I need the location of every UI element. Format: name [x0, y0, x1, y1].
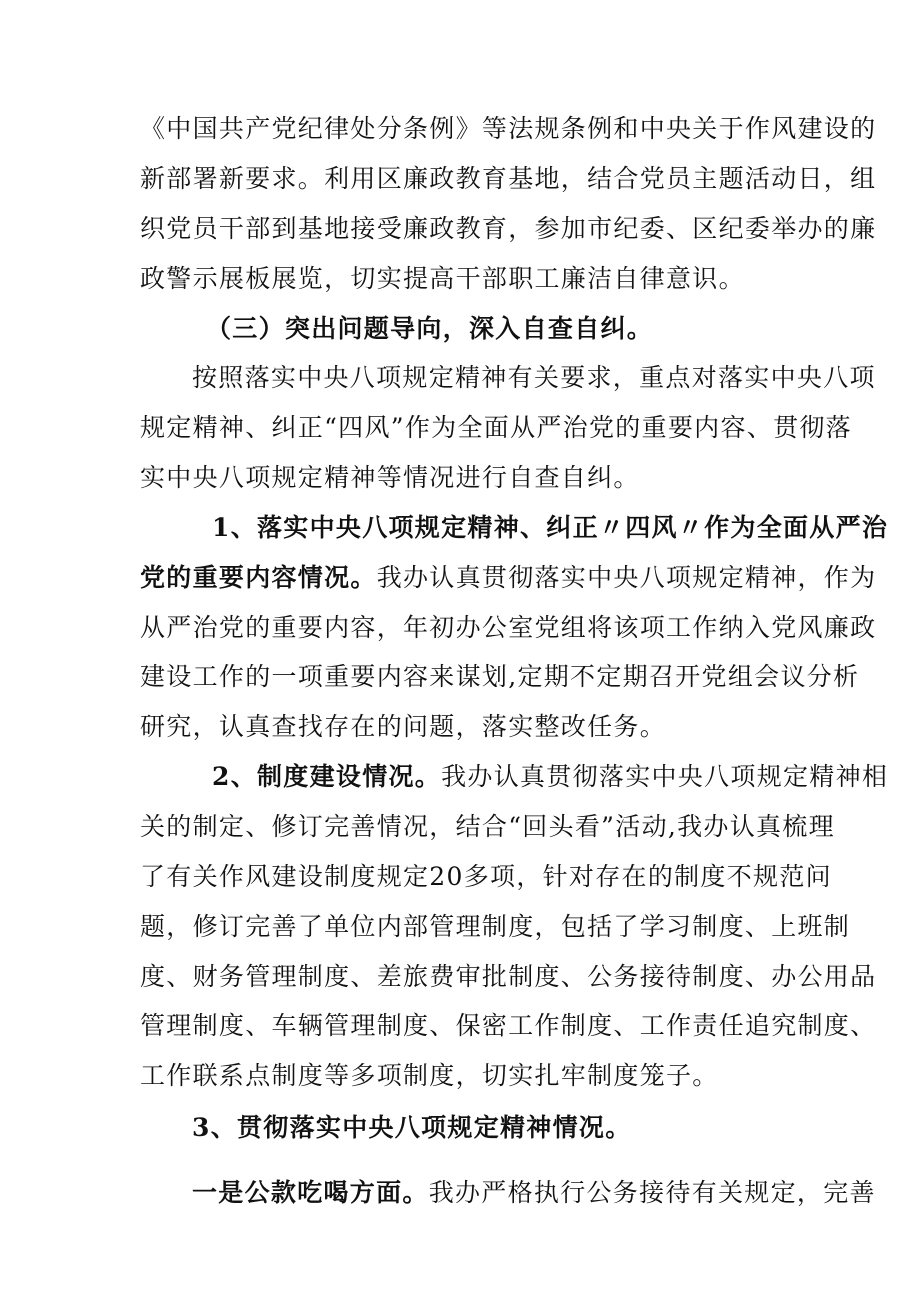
item1-heading-line-1: 1、落实中央八项规定精神、纠正〃四风〃作为全面从严治: [212, 513, 889, 542]
item2-line-6: 管理制度、车辆管理制度、保密工作制度、工作责任追究制度、: [140, 1011, 877, 1040]
item1-text-line-2: 我办认真贯彻落实中央八项规定精神，作为: [376, 563, 877, 592]
item2-line-7: 工作联系点制度等多项制度，切实扎牢制度笼子。: [140, 1061, 719, 1090]
item3-sub1-line: [192, 1176, 876, 1210]
item1-line-2: [140, 561, 877, 595]
item3-sub1-text: 我办严格执行公务接待有关规定，完善: [428, 1178, 876, 1207]
item3-sub1-heading: 一是公款吃喝方面。: [192, 1178, 429, 1207]
item1-line-4: 建设工作的一项重要内容来谋划,定期不定期召开党组会议分析: [140, 662, 860, 691]
item2-line-4: 题，修订完善了单位内部管理制度，包括了学习制度、上班制: [140, 912, 851, 941]
para1-line-3: 织党员干部到基地接受廉政教育，参加市纪委、区纪委举办的廉: [140, 214, 877, 243]
para2-line-1: 按照落实中央八项规定精神有关要求，重点对落实中央八项: [192, 363, 876, 392]
item1-line-5: 研究，认真查找存在的问题，落实整改任务。: [140, 712, 667, 741]
para2-line-2: 规定精神、纠正“四风”作为全面从严治党的重要内容、贯彻落: [140, 413, 852, 442]
item2-line-3: 了有关作风建设制度规定20多项，针对存在的制度不规范问: [140, 862, 832, 891]
item1-heading-line-2: 党的重要内容情况。: [140, 563, 377, 592]
para1-line-2: 新部署新要求。利用区廉政教育基地，结合党员主题活动日，组: [140, 164, 877, 193]
para2-line-3: 实中央八项规定精神等情况进行自查自纠。: [140, 463, 640, 492]
item1-line-3: 从严治党的重要内容，年初办公室党组将该项工作纳入党风廉政: [140, 613, 877, 642]
item2-text-line-1: 我办认真贯彻落实中央八项规定精神相: [441, 762, 889, 791]
para1-line-4: 政警示展板展览，切实提高干部职工廉洁自律意识。: [140, 264, 745, 293]
item3-heading: 3、贯彻落实中央八项规定精神情况。: [192, 1113, 632, 1142]
item2-heading: 2、制度建设情况。: [212, 762, 442, 791]
para1-line-1: 《中国共产党纪律处分条例》等法规条例和中央关于作风建设的: [140, 114, 877, 143]
item2-line-5: 度、财务管理制度、差旅费审批制度、公务接待制度、办公用品: [140, 962, 877, 991]
item2-line-1: [212, 760, 889, 794]
item2-line-2: 关的制定、修订完善情况，结合“回头看”活动,我办认真梳理: [140, 812, 835, 841]
section-heading-3: （三）突出问题导向，深入自查自纠。: [206, 314, 654, 343]
